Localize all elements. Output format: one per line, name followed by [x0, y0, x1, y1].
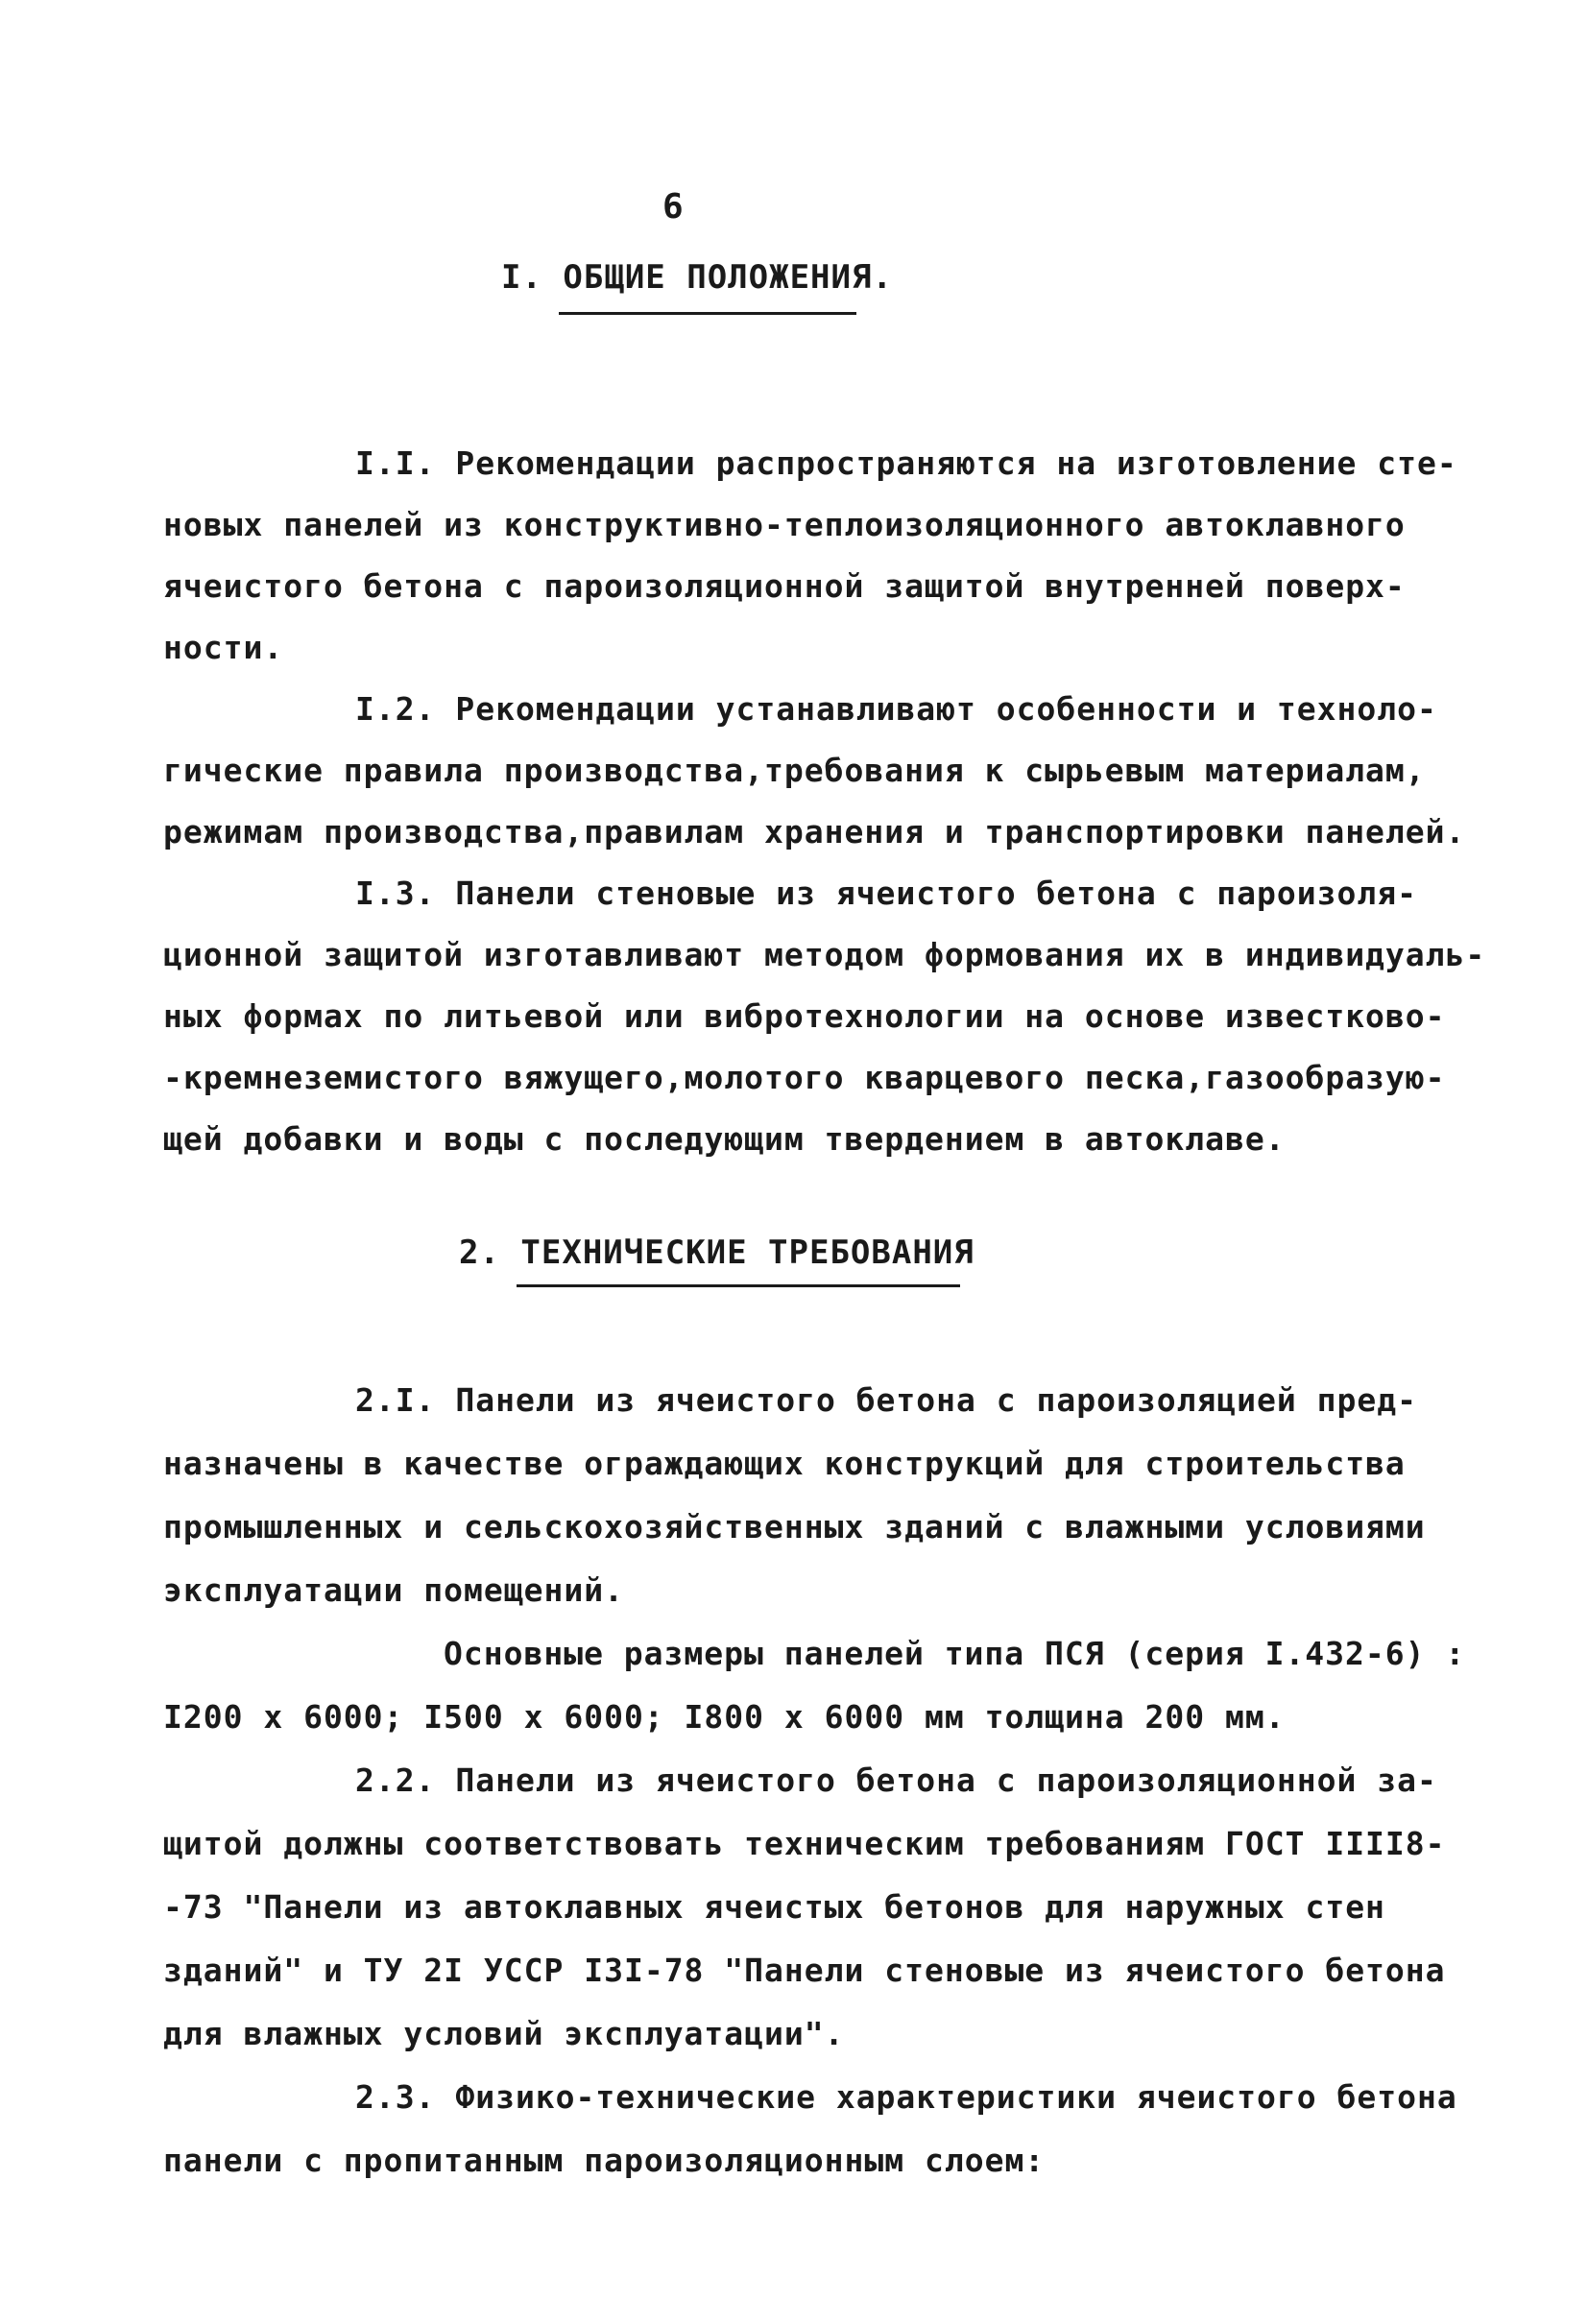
para-2-3-line: панели с пропитанным пароизоляционным слоем: [163, 2142, 1046, 2179]
section-2-title-underline [517, 1284, 960, 1287]
para-2-1-line: 2.I. Панели из ячеистого бетона с пароизоляцией пред- [355, 1381, 1417, 1419]
para-1-2-line: гические правила производства,требования к сырьевым материалам, [163, 752, 1426, 789]
para-2-1-line: назначены в качестве ограждающих конструкций для строительства [163, 1445, 1406, 1482]
para-2-1-line: промышленных и сельскохозяйственных зданий с влажными условиями [163, 1508, 1426, 1545]
para-1-1-line: новых панелей из конструктивно-теплоизоляционного автоклавного [163, 506, 1406, 543]
section-1-title: I. ОБЩИЕ ПОЛОЖЕНИЯ. [501, 258, 893, 297]
para-1-1-line: I.I. Рекомендации распространяются на изготовление сте- [355, 444, 1457, 482]
para-2-2-line: щитой должны соответствовать техническим требованиям ГОСТ IIII8- [163, 1825, 1446, 1862]
para-2-2-line: для влажных условий эксплуатации". [163, 2015, 845, 2052]
dimensions-intro: Основные размеры панелей типа ПСЯ (серия I.432-6) : [444, 1635, 1466, 1672]
para-2-2-line: зданий" и ТУ 2I УССР I3I-78 "Панели стеновые из ячеистого бетона [163, 1952, 1446, 1989]
para-1-3-line: -кремнеземистого вяжущего,молотого кварцевого песка,газообразую- [163, 1059, 1446, 1096]
section-2-title: 2. ТЕХНИЧЕСКИЕ ТРЕБОВАНИЯ [459, 1234, 974, 1272]
para-2-2-line: -73 "Панели из автоклавных ячеистых бетонов для наружных стен [163, 1888, 1385, 1926]
section-1-title-underline [559, 312, 856, 315]
para-2-1-line: эксплуатации помещений. [163, 1571, 624, 1609]
para-1-2-line: режимам производства,правилам хранения и транспортировки панелей. [163, 813, 1466, 851]
para-1-2-line: I.2. Рекомендации устанавливают особенности и техноло- [355, 690, 1437, 728]
para-1-1-line: ности. [163, 629, 284, 666]
para-1-1-line: ячеистого бетона с пароизоляционной защитой внутренней поверх- [163, 567, 1406, 605]
para-2-2-line: 2.2. Панели из ячеистого бетона с пароизоляционной за- [355, 1761, 1437, 1799]
para-1-3-line: щей добавки и воды с последующим твердением в автоклаве. [163, 1120, 1286, 1158]
para-2-3-line: 2.3. Физико-технические характеристики ячеистого бетона [355, 2078, 1457, 2116]
para-1-3-line: ционной защитой изготавливают методом формования их в индивидуаль- [163, 936, 1486, 973]
dimensions-values: I200 х 6000; I500 х 6000; I800 х 6000 мм толщина 200 мм. [163, 1698, 1286, 1736]
para-1-3-line: ных формах по литьевой или вибротехнологии на основе известково- [163, 997, 1446, 1035]
page-number: 6 [662, 187, 685, 227]
para-1-3-line: I.3. Панели стеновые из ячеистого бетона с пароизоля- [355, 874, 1417, 912]
